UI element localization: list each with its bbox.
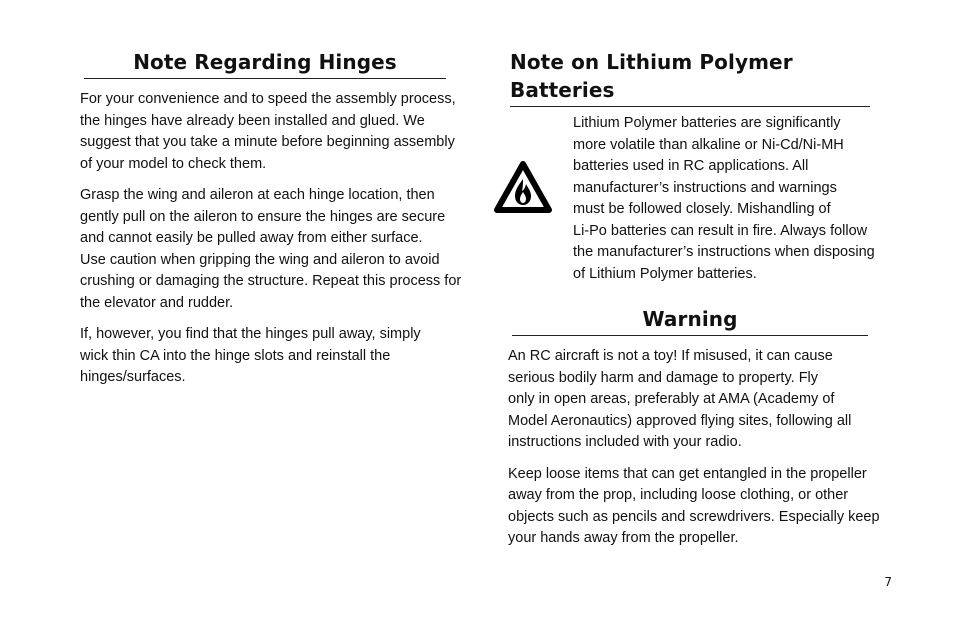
lipo-paragraph: Lithium Polymer batteries are significantly more volatile than alkaline or Ni-Cd/Ni-MH batteries used in RC applications. All manufacturer’s instructions and warnings must be followed closely. Mishandling of Li-Po batteries can result in fire. Always follow the manufacturer’s instructions when disposing of Lithium Polymer batteries. xyxy=(573,115,875,282)
left-column xyxy=(80,48,472,389)
warning-heading: Warning xyxy=(512,305,868,336)
fire-warning-icon xyxy=(494,161,552,213)
page-number: 7 xyxy=(884,575,892,589)
right-column xyxy=(508,48,888,550)
warning-paragraph-1: An RC aircraft is not a toy! If misused, it can cause serious bodily harm and damage to property. Fly only in open areas, preferably at AMA (Academy of Model Aeronautics) approved flying sites, following all instructions included with your radio. xyxy=(508,348,852,450)
lipo-section xyxy=(508,117,888,289)
hinges-paragraph-1: For your convenience and to speed the assembly process, the hinges have already been installed and glued. We suggest that you take a minute before beginning assembly of your model to check them. xyxy=(80,91,456,172)
warning-paragraph-2: Keep loose items that can get entangled in the propeller away from the prop, including loose clothing, or other objects such as pencils and screwdrivers. Especially keep your hands away from the propeller. xyxy=(508,465,880,546)
hinges-heading: Note Regarding Hinges xyxy=(84,48,446,79)
hinges-paragraph-2: Grasp the wing and aileron at each hinge location, then gently pull on the aileron to ensure the hinges are secure and cannot easily be pulled away from either surface. Use caution when gripping the wing and aileron to avoid crushing or damaging the structure. Repeat this process for the elevator and rudder. xyxy=(80,187,462,311)
hinges-paragraph-3: If, however, you find that the hinges pull away, simply wick thin CA into the hinge slots and reinstall the hinges/surfaces. xyxy=(80,326,421,385)
lipo-heading: Note on Lithium Polymer Batteries xyxy=(510,48,870,107)
